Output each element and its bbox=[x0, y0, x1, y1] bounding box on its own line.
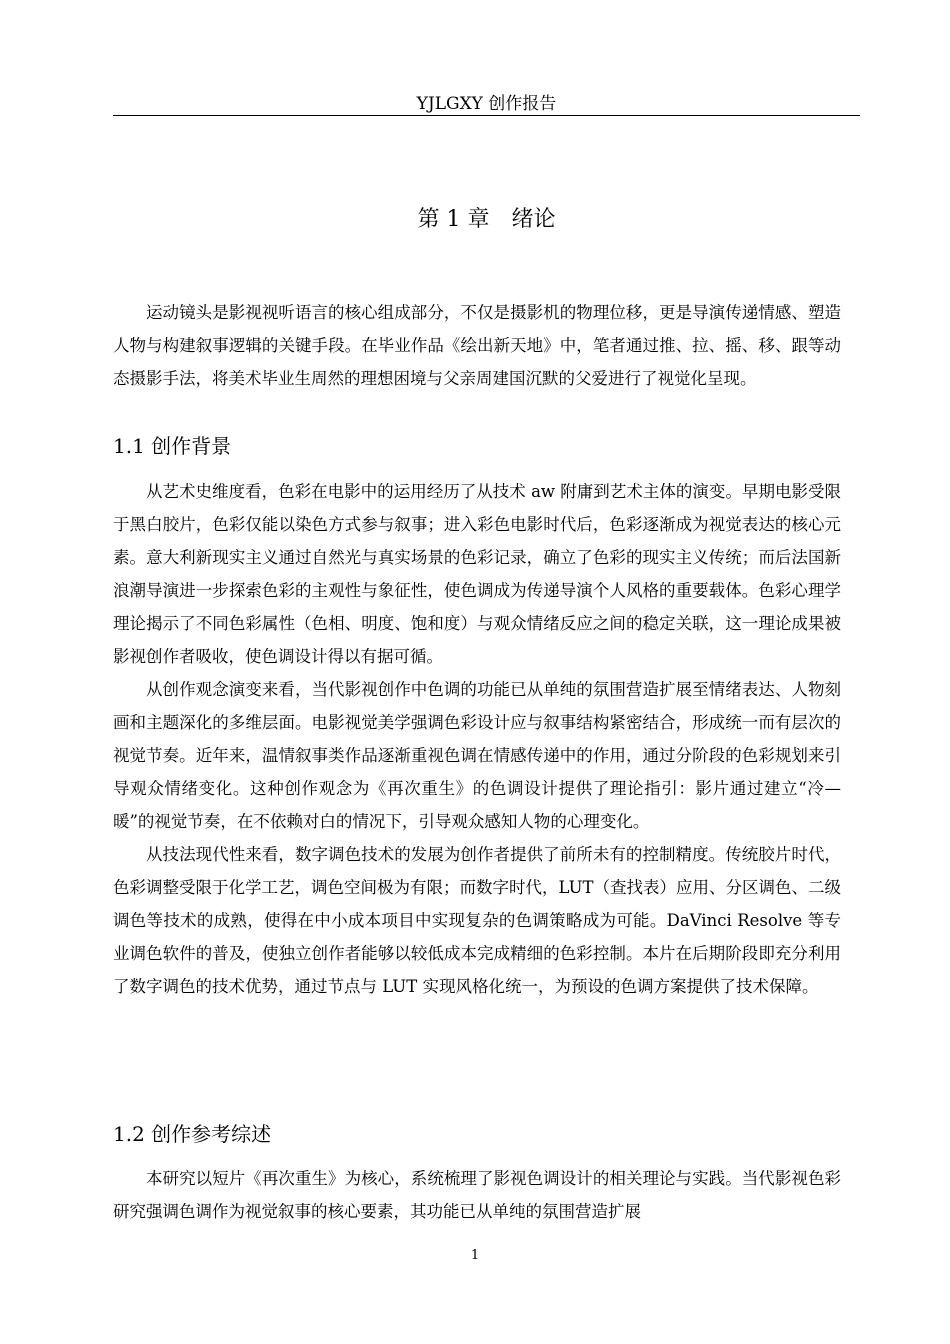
paragraph: 从技法现代性来看，数字调色技术的发展为创作者提供了前所未有的控制精度。传统胶片时代，色彩调整受限于化学工艺，调色空间极为有限；而数字时代，LUT（查找表）应用、分区调色、二级调色等技术的成熟，使得在中小成本项目中实现复杂的色调策略成为可能。DaVinci Resolve 等专业调色软件的普及，使独立创作者能够以较低成本完成精细的色彩控制。本片在后期阶段即充分利用了数字调色的技术优势，通过节点与 LUT 实现风格化统一，为预设的色调方案提供了技术保障。 bbox=[113, 845, 841, 996]
chapter-title bbox=[113, 206, 860, 234]
paragraph: 本研究以短片《再次重生》为核心，系统梳理了影视色调设计的相关理论与实践。当代影视色彩研究强调色调作为视觉叙事的核心要素，其功能已从单纯的氛围营造扩展 bbox=[113, 1169, 841, 1221]
chapter-number: 第 1 章 bbox=[417, 207, 490, 232]
page-number: 1 bbox=[470, 1248, 480, 1263]
running-header: YJLGXY 创作报告 bbox=[416, 94, 557, 114]
section-1-1-body bbox=[113, 475, 841, 1003]
chapter-name: 绪论 bbox=[511, 207, 556, 232]
header-rule bbox=[113, 115, 860, 116]
paragraph: 从创作观念演变来看，当代影视创作中色调的功能已从单纯的氛围营造扩展至情绪表达、人物刻画和主题深化的多维层面。电影视觉美学强调色彩设计应与叙事结构紧密结合，形成统一而有层次的视觉节奏。近年来，温情叙事类作品逐渐重视色调在情感传递中的作用，通过分阶段的色彩规划来引导观众情绪变化。这种创作观念为《再次重生》的色调设计提供了理论指引：影片通过建立“冷—暖”的视觉节奏，在不依赖对白的情况下，引导观众感知人物的心理变化。 bbox=[113, 680, 841, 831]
intro-paragraph: 运动镜头是影视视听语言的核心组成部分，不仅是摄影机的物理位移，更是导演传递情感、塑造人物与构建叙事逻辑的关键手段。在毕业作品《绘出新天地》中，笔者通过推、拉、摇、移、跟等动态摄影手法，将美术毕业生周然的理想困境与父亲周建国沉默的父爱进行了视觉化呈现。 bbox=[113, 303, 841, 388]
section-heading-1-1: 1.1 创作背景 bbox=[113, 434, 232, 458]
paragraph: 从艺术史维度看，色彩在电影中的运用经历了从技术 aw 附庸到艺术主体的演变。早期电影受限于黑白胶片，色彩仅能以染色方式参与叙事；进入彩色电影时代后，色彩逐渐成为视觉表达的核心元素。意大利新现实主义通过自然光与真实场景的色彩记录，确立了色彩的现实主义传统；而后法国新浪潮导演进一步探索色彩的主观性与象征性，使色调成为传递导演个人风格的重要载体。色彩心理学理论揭示了不同色彩属性（色相、明度、饱和度）与观众情绪反应之间的稳定关联，这一理论成果被影视创作者吸收，使色调设计得以有据可循。 bbox=[113, 482, 841, 666]
section-1-2-body bbox=[113, 1162, 841, 1228]
section-heading-1-2: 1.2 创作参考综述 bbox=[113, 1122, 272, 1146]
intro-paragraph-block bbox=[113, 296, 841, 395]
